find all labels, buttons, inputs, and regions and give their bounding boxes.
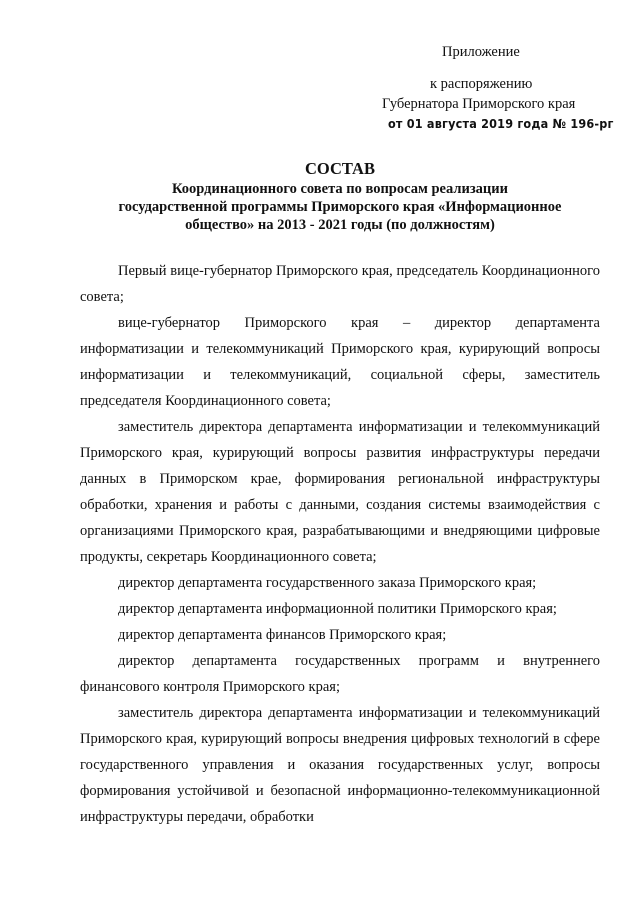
title-line: общество» на 2013 - 2021 годы (по должностям) xyxy=(185,217,495,233)
title-line: Координационного совета по вопросам реализации xyxy=(172,181,508,197)
composition-item: директор департамента информационной политики Приморского края; xyxy=(118,601,557,617)
appendix-issuer: Губернатора Приморского края xyxy=(382,96,576,112)
title-line: государственной программы Приморского края «Информационное xyxy=(118,199,562,215)
document-title xyxy=(80,160,600,234)
appendix-label: Приложение xyxy=(442,44,520,60)
appendix-order-ref: к распоряжению xyxy=(430,76,533,92)
composition-item: директор департамента государственного заказа Приморского края; xyxy=(118,575,537,591)
appendix-header xyxy=(376,42,616,134)
composition-item: директор департамента финансов Приморского края; xyxy=(118,627,447,643)
composition-item: Первый вице-губернатор Приморского края, председатель Координационного совета; xyxy=(80,263,600,305)
appendix-date-number: от 01 августа 2019 года № 196-рг xyxy=(388,116,614,131)
composition-item: директор департамента государственных программ и внутреннего финансового контроля Приморского края; xyxy=(80,653,600,695)
composition-item: заместитель директора департамента информатизации и телекоммуникаций Приморского края, курирующий вопросы развития инфраструктуры передачи данных в Приморском крае, формирования региональной инфраструктуры обработки, хранения и работы с данными, создания системы взаимодействия с организациями Приморского края, разрабатывающими и внедряющими цифровые продукты, секретарь Координационного совета; xyxy=(80,419,600,565)
composition-list xyxy=(80,258,600,830)
composition-item: заместитель директора департамента информатизации и телекоммуникаций Приморского края, курирующий вопросы внедрения цифровых технологий в сфере государственного управления и оказания государственных услуг, вопросы формирования устойчивой и безопасной информационно-телекоммуникационной инфраструктуры передачи, обработки xyxy=(80,705,600,825)
title-heading: СОСТАВ xyxy=(305,159,375,178)
composition-item: вице-губернатор Приморского края – директор департамента информатизации и телекоммуникаций Приморского края, курирующий вопросы информатизации и телекоммуникаций, социальной сферы, заместитель председателя Координационного совета; xyxy=(80,315,600,409)
